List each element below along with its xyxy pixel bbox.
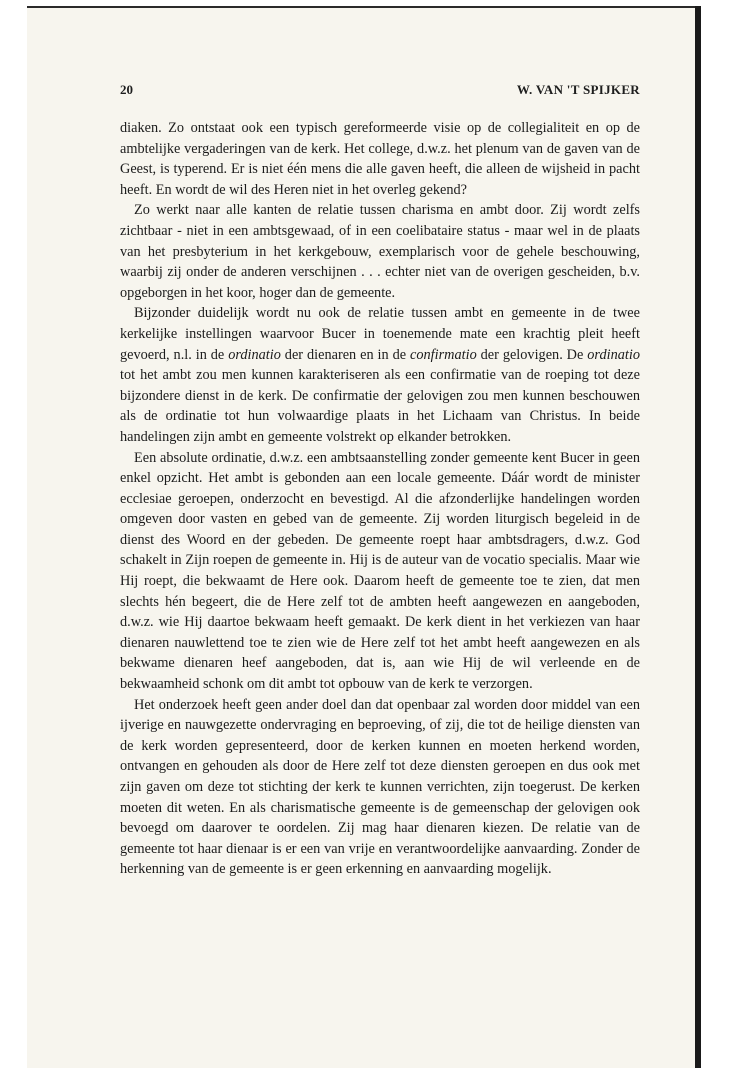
text-run: diaken. Zo ontstaat ook een typisch gereformeerde visie op de collegialiteit en op de ambtelijke vergaderingen van de kerk. Het college, d.w.z. het plenum van de gaven van de Geest, is typerend. Er is niet één mens die alle gaven heeft, die alleen de wijsheid in pacht heeft. En wordt de wil des Heren niet in het overleg gekend? xyxy=(120,120,640,198)
text-run: Een absolute ordinatie, d.w.z. een ambtsaanstelling zonder gemeente kent Bucer in geen enkel opzicht. Het ambt is gebonden aan een locale gemeente. Dáár wordt de minister ecclesiae geroepen, onderzocht en bevestigd. Al die afzonderlijke handelingen worden omgeven door vasten en gebed van de gemeente. Zij worden liturgisch begeleid in de dienst des Woord en der gebeden. De gemeente roept haar ambtsdragers, d.w.z. God schakelt in Zijn roepen de gemeente in. Hij is de auteur van de vocatio specialis. Maar wie Hij roept, die bekwaamt de Here ook. Daarom heeft de gemeente toe te zien, dat men slechts hén begeert, die de Here zelf tot de ambten heeft aangewezen en aangeboden, d.w.z. wie Hij daartoe bekwaam heeft gemaakt. De kerk dient in het verkiezen van haar dienaren nauwlettend toe te zien wie de Here zelf tot het ambt heeft aangewezen en als bekwame dienaren heef aangeboden, dat is, aan wie Hij de wil verleende en de bekwaamheid schonk om dit ambt tot opbouw van de kerk te verzorgen. xyxy=(120,449,640,693)
text-run: Zo werkt naar alle kanten de relatie tussen charisma en ambt door. Zij wordt zelfs zichtbaar - niet in een ambtsgewaad, of in een coelibataire status - maar wel in de plaats van het presbyterium in het kerkgebouw, exemplarisch voor de gehele beschouwing, waarbij zij onder de anderen verschijnen . . . echter niet van de overigen gescheiden, b.v. opgeborgen in het koor, hoger dan de gemeente. xyxy=(120,202,640,301)
italic-term: ordinatio xyxy=(587,346,640,363)
paragraph xyxy=(120,448,640,695)
italic-term: ordinatio xyxy=(228,346,281,363)
text-run: der gelovigen. De xyxy=(476,346,588,363)
paragraph xyxy=(120,118,640,200)
italic-term: confirmatio xyxy=(410,346,477,363)
paragraph xyxy=(120,303,640,447)
running-head: W. VAN 'T SPIJKER xyxy=(516,82,640,97)
page-edge-shadow xyxy=(695,6,701,1068)
page-number: 20 xyxy=(120,82,133,97)
text-run: Bijzonder duidelijk wordt nu ook de relatie tussen ambt en gemeente in de twee kerkelijke instellingen waarvoor Bucer in toenemende mate een krachtig pleit heeft gevoerd, n.l. in de xyxy=(120,305,640,363)
paragraph xyxy=(120,200,640,303)
text-run: tot het ambt zou men kunnen karakteriseren als een confirmatie van de roeping tot deze bijzondere dienst in de kerk. De confirmatie der gelovigen zou men kunnen beschouwen als de ordinatie tot hun volwaardige plaats in het Lichaam van Christus. In beide handelingen zijn ambt en gemeente volstrekt op elkander betrokken. xyxy=(120,367,640,445)
text-run: der dienaren en in de xyxy=(280,346,410,363)
paragraph xyxy=(120,695,640,880)
body-text xyxy=(120,118,640,880)
text-run: Het onderzoek heeft geen ander doel dan dat openbaar zal worden door middel van een ijverige en nauwgezette ondervraging en beproeving, of zij, die tot de heilige diensten van de kerk worden gepresenteerd, door de kerken kunnen en moeten herkend worden, ontvangen en gehouden als door de Here zelf tot deze diensten geroepen en dus ook met zijn gaven om deze tot stichting der kerk te kunnen verrichten, zijn toegerust. De kerken moeten dit weten. En als charismatische gemeente is de gemeenschap der gelovigen ook bevoegd om daarover te oordelen. Zij mag haar dienaren kiezen. De relatie van de gemeente tot haar dienaar is er een van vrije en verantwoordelijke aanvaarding. Zonder de herkenning van de gemeente is er geen erkenning en aanvaarding mogelijk. xyxy=(120,696,640,878)
page-header xyxy=(120,82,640,102)
